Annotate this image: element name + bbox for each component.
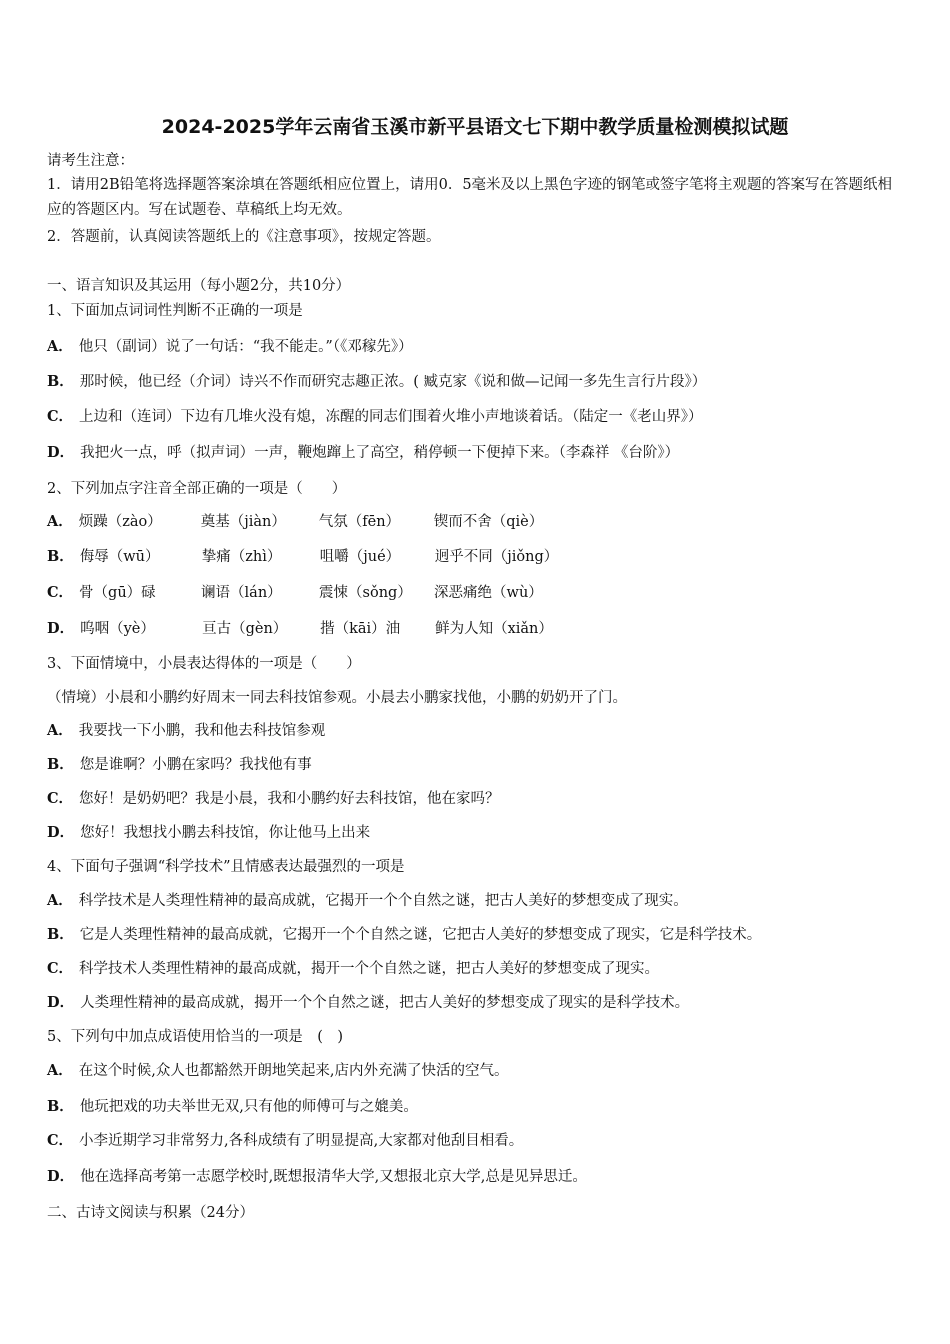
option-letter: B．	[47, 1098, 74, 1115]
option-text: 科学技术是人类理性精神的最高成就，它揭开一个个自然之谜，把古人美好的梦想变成了现实。	[78, 893, 688, 909]
option-letter: A．	[47, 892, 73, 909]
pinyin-item: 鲜为人知（xiǎn）	[435, 621, 553, 637]
q3-option-a	[47, 721, 325, 741]
option-letter: D．	[47, 994, 75, 1011]
option-letter: C．	[47, 1132, 74, 1149]
option-text: 您好！是奶奶吧？我是小晨，我和小鹏约好去科技馆，他在家吗？	[79, 791, 500, 807]
q3-context: （情境）小晨和小鹏约好周末一同去科技馆参观。小晨去小鹏家找他，小鹏的奶奶开了门。	[47, 690, 627, 706]
pinyin-item: 锲而不舍（qiè）	[433, 514, 544, 530]
option-text: 人类理性精神的最高成就，揭开一个个自然之谜，把古人美好的梦想变成了现实的是科学技术。	[80, 995, 690, 1011]
q3-option-d	[47, 823, 370, 843]
q3-option-c	[47, 789, 500, 809]
pinyin-item: 气氛（fēn）	[318, 514, 401, 530]
q1-option-d	[47, 443, 679, 463]
pinyin-item: 亘古（gèn）	[202, 621, 288, 637]
pinyin-item: 揩（kāi）油	[320, 621, 401, 637]
pinyin-item: 震悚（sǒng）	[319, 585, 412, 601]
pinyin-item: 谰语（lán）	[201, 585, 282, 601]
option-letter: A．	[47, 722, 73, 739]
notice-heading: 请考生注意：	[47, 153, 134, 169]
q1-option-c	[47, 407, 703, 427]
pinyin-item: 侮辱（wū）	[79, 549, 160, 565]
option-letter: A．	[47, 513, 73, 530]
page-title: 2024-2025学年云南省玉溪市新平县语文七下期中教学质量检测模拟试题	[161, 116, 789, 138]
q5-option-c	[47, 1131, 523, 1151]
q4-option-d	[47, 993, 689, 1013]
section-2-heading: 二、古诗文阅读与积累（24分）	[47, 1205, 254, 1221]
notice-item-2: 2．答题前，认真阅读答题纸上的《注意事项》，按规定答题。	[47, 229, 441, 245]
option-text: 我把火一点，呼（拟声词）一声，鞭炮蹿上了高空，稍停顿一下便掉下来。（李森祥 《台阶》）	[80, 445, 680, 461]
option-letter: B．	[47, 926, 74, 943]
q5-stem: 5、下列句中加点成语使用恰当的一项是 ( )	[47, 1029, 344, 1045]
q4-option-c	[47, 959, 659, 979]
option-letter: A．	[47, 1062, 73, 1079]
section-1-heading: 一、语言知识及其运用（每小题2分，共10分）	[47, 278, 351, 294]
option-letter: D．	[47, 444, 75, 461]
option-text: 他玩把戏的功夫举世无双,只有他的师傅可与之媲美。	[79, 1099, 418, 1115]
q3-option-b	[47, 755, 312, 775]
option-text: 那时候，他已经（介词）诗兴不作而研究志趣正浓。( 臧克家《说和做—记闻一多先生言行片段》）	[79, 374, 707, 390]
option-letter: A．	[47, 338, 73, 355]
option-text: 我要找一下小鹏，我和他去科技馆参观	[78, 723, 326, 739]
pinyin-item: 骨（gū）碌	[79, 585, 156, 601]
q2-option-c	[47, 583, 543, 603]
option-letter: B．	[47, 548, 74, 565]
option-letter: C．	[47, 790, 74, 807]
option-letter: C．	[47, 960, 74, 977]
q2-option-d	[47, 619, 553, 639]
option-text: 他只（副词）说了一句话：“我不能走。”（《邓稼先》）	[78, 339, 413, 355]
option-text: 科学技术人类理性精神的最高成就，揭开一个个自然之谜，把古人美好的梦想变成了现实。	[79, 961, 660, 977]
pinyin-item: 奠基（jiàn）	[200, 514, 286, 530]
q2-option-b	[47, 547, 558, 567]
option-letter: B．	[47, 756, 74, 773]
option-letter: D．	[47, 824, 75, 841]
option-text: 您是谁啊？小鹏在家吗？我找他有事	[79, 757, 312, 773]
option-text: 您好！我想找小鹏去科技馆，你让他马上出来	[80, 825, 371, 841]
pinyin-item: 深恶痛绝（wù）	[434, 585, 543, 601]
option-text: 小李近期学习非常努力,各科成绩有了明显提高,大家都对他刮目相看。	[79, 1133, 524, 1149]
q1-stem: 1、下面加点词词性判断不正确的一项是	[47, 303, 303, 319]
option-text: 他在选择高考第一志愿学校时,既想报清华大学,又想报北京大学,总是见异思迁。	[80, 1169, 587, 1185]
q4-option-a	[47, 891, 688, 911]
pinyin-item: 烦躁（zào）	[78, 514, 162, 530]
q2-option-a	[47, 512, 543, 532]
q5-option-b	[47, 1097, 418, 1117]
q4-stem: 4、下面句子强调“科学技术”且情感表达最强烈的一项是	[47, 859, 405, 875]
q1-option-b	[47, 372, 706, 392]
q2-stem: 2、下列加点字注音全部正确的一项是（ ）	[47, 481, 347, 497]
q1-option-a	[47, 337, 413, 357]
option-letter: C．	[47, 584, 74, 601]
q5-option-d	[47, 1167, 587, 1187]
notice-item-1: 1．请用2B铅笔将选择题答案涂填在答题纸相应位置上，请用0．5毫米及以上黑色字迹的钢笔或签字笔将主观题的答案写在答题纸相应的答题区内。写在试题卷、草稿纸上均无效。	[47, 177, 893, 218]
option-letter: B．	[47, 373, 74, 390]
pinyin-item: 挚痛（zhì）	[201, 549, 282, 565]
option-text: 在这个时候,众人也都豁然开朗地笑起来,店内外充满了快活的空气。	[78, 1063, 509, 1079]
pinyin-item: 咀嚼（jué）	[319, 549, 401, 565]
option-letter: C．	[47, 408, 74, 425]
pinyin-item: 呜咽（yè）	[80, 621, 155, 637]
option-letter: D．	[47, 1168, 75, 1185]
pinyin-item: 迥乎不同（jiǒng）	[434, 549, 559, 565]
q5-option-a	[47, 1061, 508, 1081]
q3-stem: 3、下面情境中，小晨表达得体的一项是（ ）	[47, 656, 361, 672]
option-text: 它是人类理性精神的最高成就，它揭开一个个自然之谜，它把古人美好的梦想变成了现实，它是科学技术。	[79, 927, 762, 943]
option-letter: D．	[47, 620, 75, 637]
q4-option-b	[47, 925, 761, 945]
option-text: 上边和（连词）下边有几堆火没有熄，冻醒的同志们围着火堆小声地谈着话。（陆定一《老山界》）	[79, 409, 703, 425]
